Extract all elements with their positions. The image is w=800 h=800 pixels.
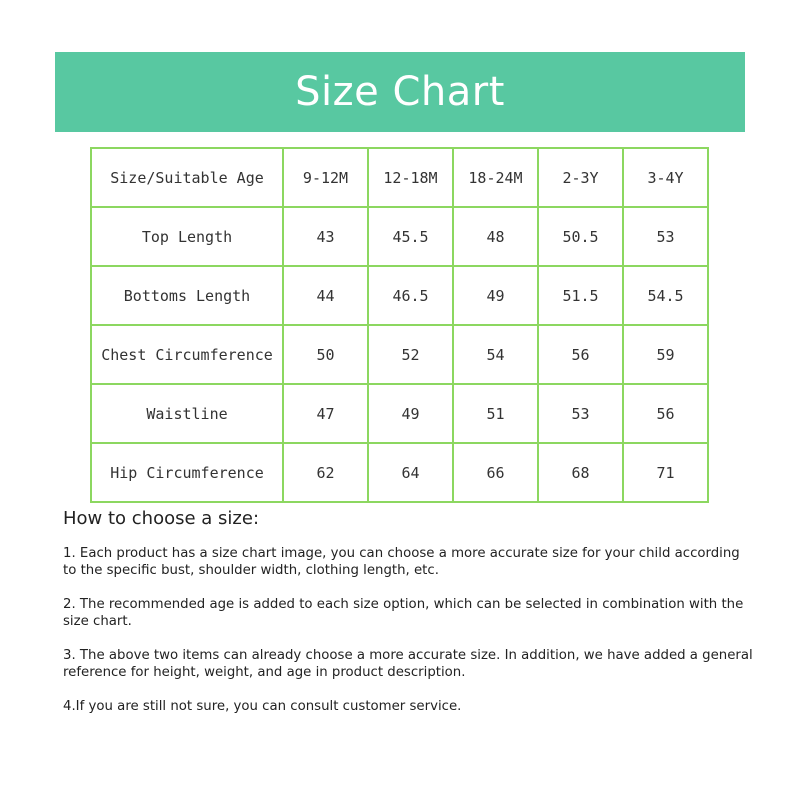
value-cell: 56 [623, 384, 708, 443]
value-cell: 62 [283, 443, 368, 502]
title-banner [55, 52, 745, 132]
value-cell: 66 [453, 443, 538, 502]
row-label-cell: Top Length [91, 207, 283, 266]
value-cell: 52 [368, 325, 453, 384]
header-size-cell: 12-18M [368, 148, 453, 207]
value-cell: 50.5 [538, 207, 623, 266]
value-cell: 49 [453, 266, 538, 325]
table-row [91, 266, 708, 325]
value-cell: 48 [453, 207, 538, 266]
value-cell: 46.5 [368, 266, 453, 325]
value-cell: 51 [453, 384, 538, 443]
row-label-cell: Chest Circumference [91, 325, 283, 384]
value-cell: 53 [623, 207, 708, 266]
header-size-cell: 2-3Y [538, 148, 623, 207]
size-chart-table [90, 147, 709, 503]
value-cell: 54.5 [623, 266, 708, 325]
value-cell: 54 [453, 325, 538, 384]
value-cell: 49 [368, 384, 453, 443]
table-row [91, 325, 708, 384]
note-item: 4.If you are still not sure, you can consult customer service. [63, 699, 462, 714]
page-title: Size Chart [295, 69, 505, 115]
row-label-cell: Hip Circumference [91, 443, 283, 502]
value-cell: 44 [283, 266, 368, 325]
notes-heading: How to choose a size: [63, 508, 260, 529]
value-cell: 51.5 [538, 266, 623, 325]
note-item: 3. The above two items can already choose a more accurate size. In addition, we have added a general reference for height, weight, and age in product description. [63, 648, 753, 680]
row-label-cell: Bottoms Length [91, 266, 283, 325]
table-header-row [91, 148, 708, 207]
value-cell: 59 [623, 325, 708, 384]
size-guide-notes [63, 508, 753, 732]
value-cell: 68 [538, 443, 623, 502]
header-size-cell: 18-24M [453, 148, 538, 207]
value-cell: 47 [283, 384, 368, 443]
value-cell: 64 [368, 443, 453, 502]
header-size-cell: 9-12M [283, 148, 368, 207]
header-label-cell: Size/Suitable Age [91, 148, 283, 207]
table-row [91, 384, 708, 443]
table-row [91, 443, 708, 502]
value-cell: 56 [538, 325, 623, 384]
header-size-cell: 3-4Y [623, 148, 708, 207]
value-cell: 45.5 [368, 207, 453, 266]
value-cell: 50 [283, 325, 368, 384]
value-cell: 71 [623, 443, 708, 502]
value-cell: 43 [283, 207, 368, 266]
row-label-cell: Waistline [91, 384, 283, 443]
table-row [91, 207, 708, 266]
note-item: 2. The recommended age is added to each size option, which can be selected in combination with the size chart. [63, 597, 744, 629]
note-item: 1. Each product has a size chart image, you can choose a more accurate size for your child according to the specific bust, shoulder width, clothing length, etc. [63, 546, 740, 578]
value-cell: 53 [538, 384, 623, 443]
